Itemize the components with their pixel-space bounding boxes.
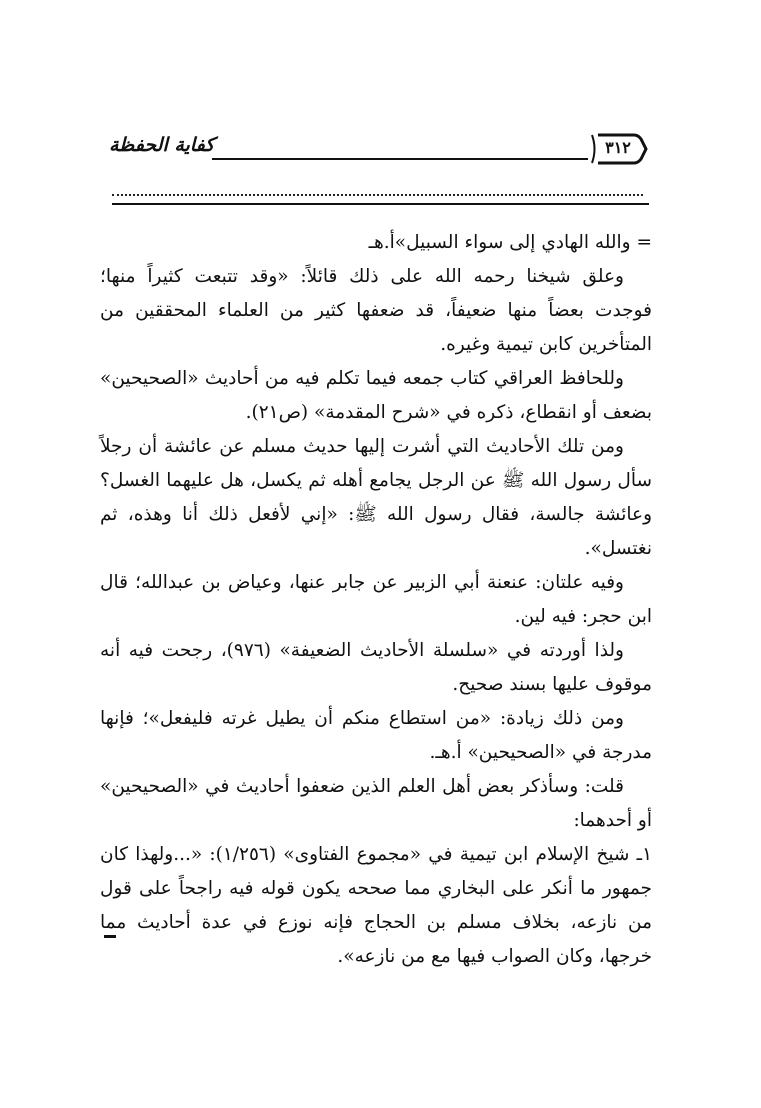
header-rule xyxy=(212,158,588,160)
paragraph: ولذا أوردته في «سلسلة الأحاديث الضعيفة» (٩٧٦)، رجحت فيه أنه موقوف عليها بسند صحيح. xyxy=(100,640,652,695)
page-number: ٣١٢ xyxy=(605,138,631,157)
paragraph-continuation: = والله الهادي إلى سواء السبيل»أ.هـ xyxy=(368,232,652,253)
dotted-divider xyxy=(112,194,643,196)
paragraph: وفيه علتان: عنعنة أبي الزبير عن جابر عنها، وعياض بن عبدالله؛ قال ابن حجر: فيه لين. xyxy=(100,572,652,627)
paragraph: وللحافظ العراقي كتاب جمعه فيما تكلم فيه من أحاديث «الصحيحين» بضعف أو انقطاع، ذكره في «شرح المقدمة» (ص٢١). xyxy=(100,368,652,423)
paragraph: وعلق شيخنا رحمه الله على ذلك قائلاً: «وقد تتبعت كثيراً منها؛ فوجدت بعضاً منها ضعيفاً، قد ضعفها كثير من العلماء المحققين من المتأخرين كابن تيمية وغيره. xyxy=(100,266,652,355)
page-body xyxy=(100,226,652,974)
solid-divider xyxy=(112,203,649,205)
page-end-mark xyxy=(104,935,116,938)
numbered-item: ١ـ شيخ الإسلام ابن تيمية في «مجموع الفتاوى» (١/٢٥٦): «...ولهذا كان جمهور ما أنكر على البخاري مما صححه يكون قوله فيه راجحاً على قول من نازعه، بخلاف مسلم بن الحجاج فإنه نوزع في عدة أحاديث مما خرجها، وكان الصواب فيها مع من نازعه». xyxy=(100,844,652,967)
page-number-badge xyxy=(588,132,648,166)
paragraph: قلت: وسأذكر بعض أهل العلم الذين ضعفوا أحاديث في «الصحيحين» أو أحدهما: xyxy=(100,776,652,831)
running-header xyxy=(104,132,650,172)
paragraph: ومن ذلك زيادة: «من استطاع منكم أن يطيل غرته فليفعل»؛ فإنها مدرجة في «الصحيحين» أ.هـ. xyxy=(100,708,652,763)
book-title: كفاية الحفظة xyxy=(109,134,215,156)
paragraph: ومن تلك الأحاديث التي أشرت إليها حديث مسلم عن عائشة أن رجلاً سأل رسول الله ﷺ عن الرجل يجامع أهله ثم يكسل، هل عليهما الغسل؟ وعائشة جالسة، فقال رسول الله ﷺ: «إني لأفعل ذلك أنا وهذه، ثم نغتسل». xyxy=(100,436,652,559)
